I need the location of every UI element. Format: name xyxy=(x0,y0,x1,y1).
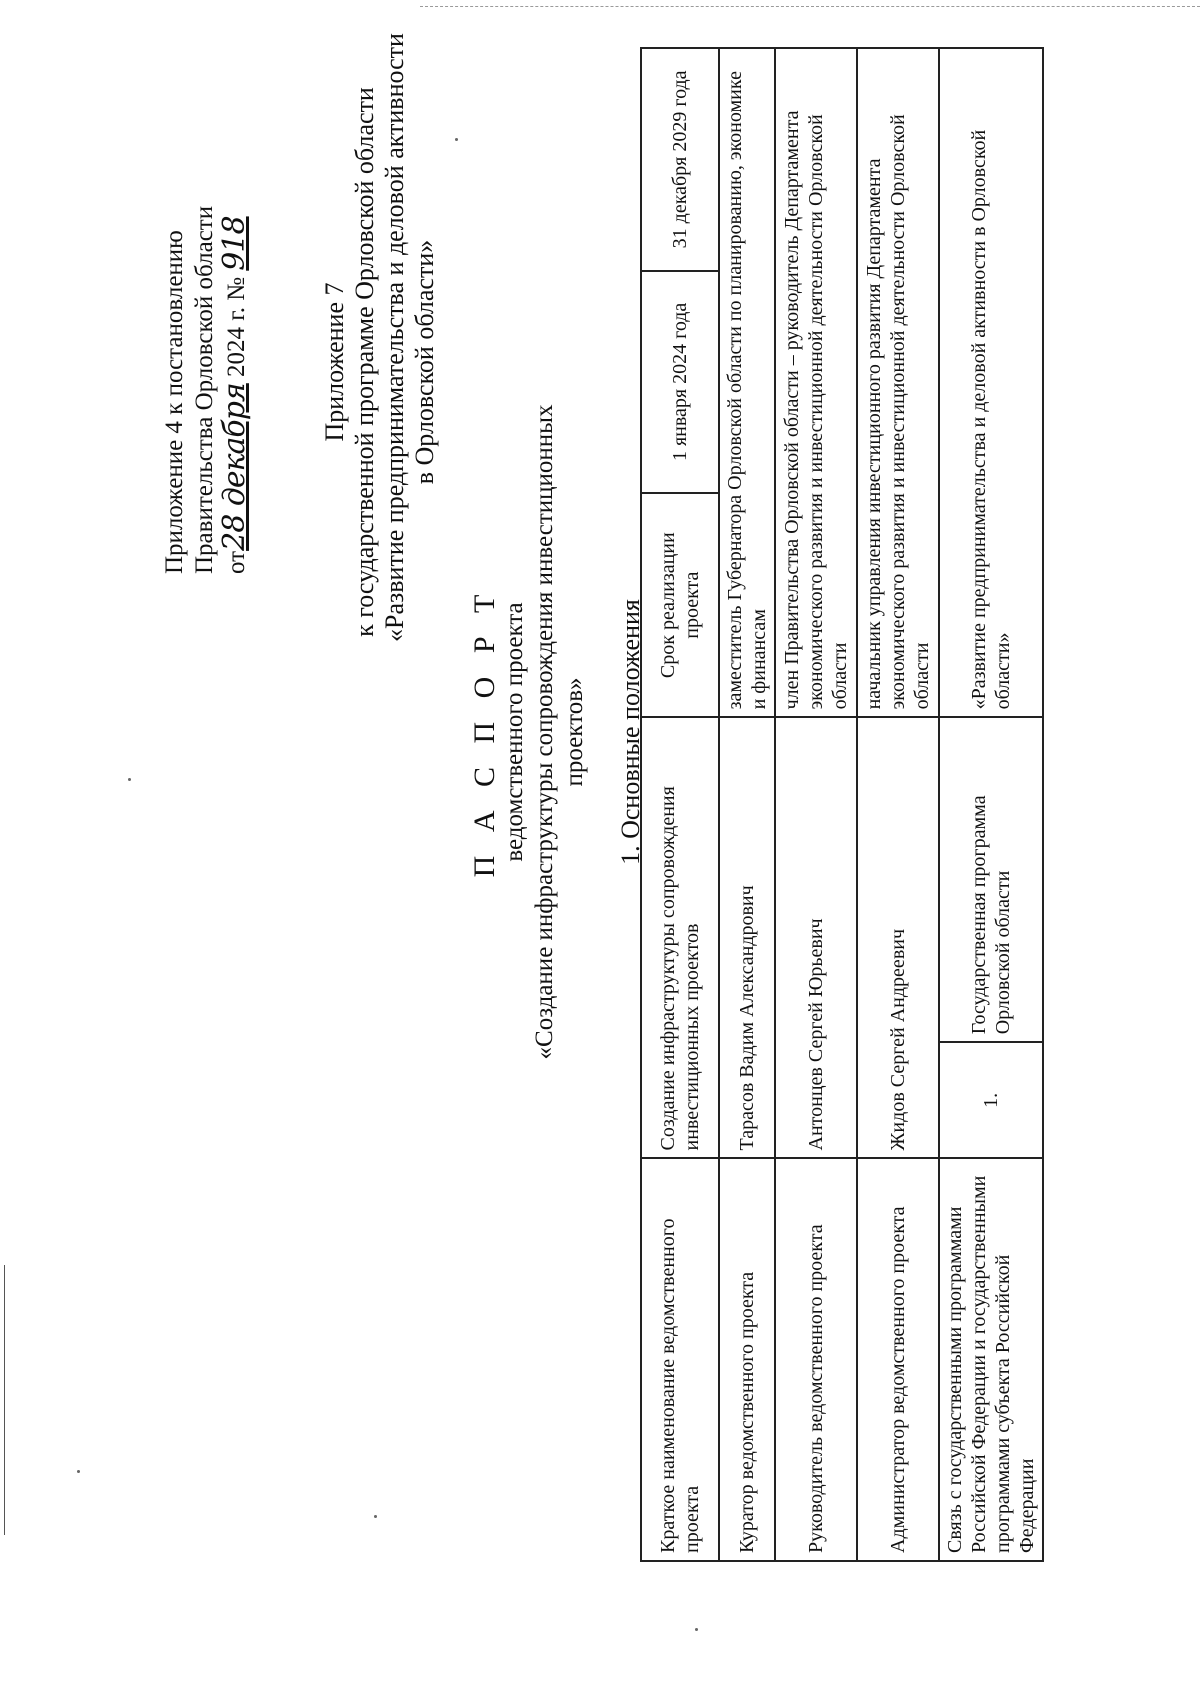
date-year: 2024 г. № xyxy=(223,276,250,377)
appendix-7-line4: в Орловской области» xyxy=(410,239,439,485)
table-row-head xyxy=(775,48,857,1561)
program-link-label: Связь с государственными программами Российской Федерации и государственными программами субъекта Российской Федерации xyxy=(939,1158,1043,1561)
appendix-7-line3: «Развитие предпринимательства и деловой активности xyxy=(380,33,409,642)
appendix-4-line1: Приложение 4 к постановлению xyxy=(161,230,188,574)
appendix-4-header xyxy=(160,14,252,574)
program-name: «Развитие предпринимательства и деловой активности в Орловской области» xyxy=(939,48,1043,717)
admin-name: Жидов Сергей Андреевич xyxy=(857,717,939,1158)
appendix-7-header xyxy=(320,33,440,642)
short-name-label: Краткое наименование ведомственного проекта xyxy=(641,1158,719,1561)
passport-title: П А С П О Р Т xyxy=(468,586,501,878)
passport-subtitle-1: ведомственного проекта xyxy=(501,602,528,862)
term-label: Срок реализации проекта xyxy=(641,493,719,717)
head-label: Руководитель ведомственного проекта xyxy=(775,1158,857,1561)
date-prefix: от xyxy=(223,550,250,574)
passport-table xyxy=(640,47,1044,1562)
program-type: Государственная программа Орловской области xyxy=(939,717,1043,1042)
passport-title-block xyxy=(470,382,646,1082)
table-row-short-name xyxy=(641,48,719,1561)
spacer xyxy=(590,382,616,1082)
appendix-7-line2: к государственной программе Орловской области xyxy=(350,87,379,637)
appendix-7-line1: Приложение 7 xyxy=(320,282,349,442)
table-row-curator xyxy=(719,48,775,1561)
admin-label: Администратор ведомственного проекта xyxy=(857,1158,939,1561)
curator-label: Куратор ведомственного проекта xyxy=(719,1158,775,1561)
passport-subtitle-2: «Создание инфраструктуры сопровождения инвестиционных проектов» xyxy=(531,404,588,1060)
short-name-value: Создание инфраструктуры сопровождения инвестиционных проектов xyxy=(641,717,719,1158)
appendix-4-line2: Правительства Орловской области xyxy=(191,205,218,574)
end-date: 31 декабря 2029 года xyxy=(641,48,719,271)
handwritten-date: 28 декабря xyxy=(217,383,252,551)
handwritten-number: 918 xyxy=(217,216,252,271)
appendix-4-date-line xyxy=(217,14,252,574)
program-number: 1. xyxy=(939,1042,1043,1158)
table-row-admin xyxy=(857,48,939,1561)
table-row-program-link xyxy=(939,48,1043,1561)
curator-name: Тарасов Вадим Александрович xyxy=(719,717,775,1158)
admin-position: начальник управления инвестиционного развития Департамента экономического развития и инвестиционной деятельности Орловской области xyxy=(857,48,939,717)
section-heading: 1. Основные положения xyxy=(616,599,645,865)
start-date: 1 января 2024 года xyxy=(641,271,719,493)
curator-position: заместитель Губернатора Орловской области по планированию, экономике и финансам xyxy=(719,48,775,717)
head-position: член Правительства Орловской области – руководитель Департамента экономического развития и инвестиционной деятельности Орловской области xyxy=(775,48,857,717)
head-name: Антонцев Сергей Юрьевич xyxy=(775,717,857,1158)
